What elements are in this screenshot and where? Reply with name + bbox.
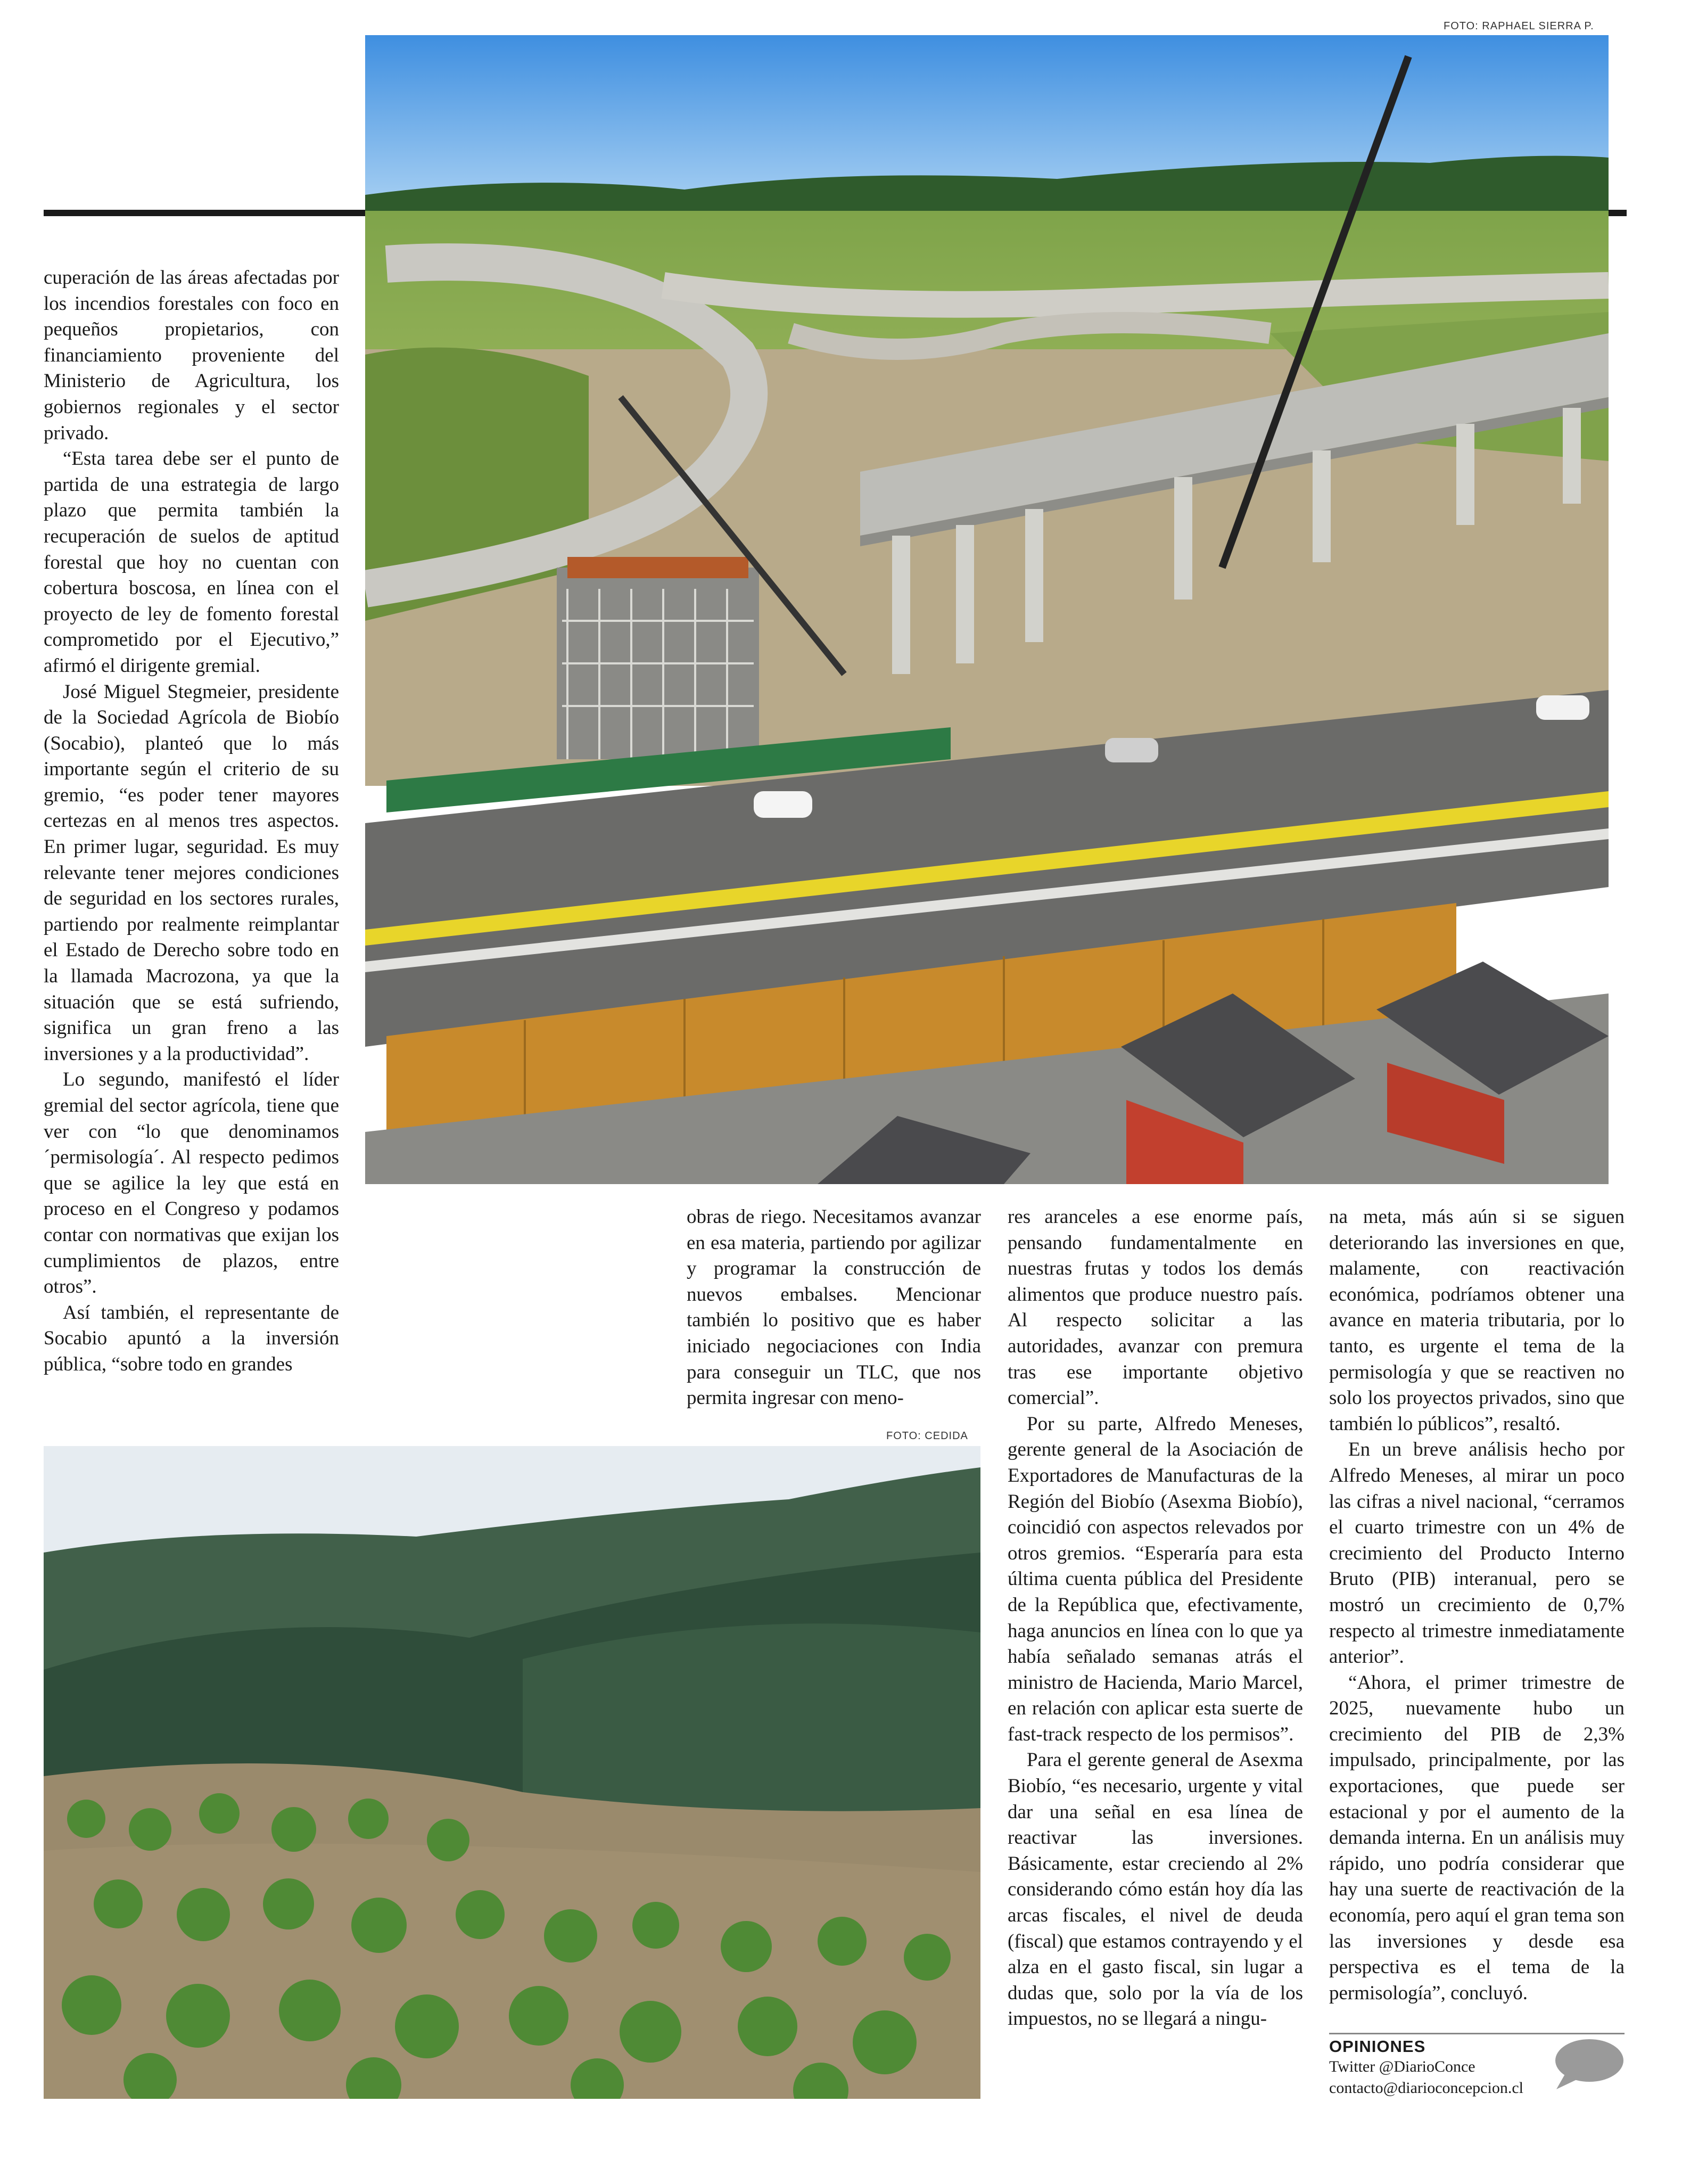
footer-rule bbox=[1329, 2033, 1625, 2034]
bottom-photo-credit: FOTO: CEDIDA bbox=[886, 1430, 968, 1442]
interchange-aerial-image bbox=[365, 35, 1609, 1184]
article-column-1 bbox=[44, 265, 339, 1378]
contact-email[interactable]: contacto@diarioconcepcion.cl bbox=[1329, 2079, 1523, 2097]
article-column-2 bbox=[687, 1204, 981, 1411]
article-column-3 bbox=[1008, 1204, 1303, 2032]
paragraph: cuperación de las áreas afectadas por los incendios forestales con foco en pequeños propietarios, con financiamiento proveniente del Ministerio de Agricultura, los gobiernos regionales y el sector privado. bbox=[44, 267, 339, 444]
footer-title: OPINIONES bbox=[1329, 2037, 1426, 2056]
article-column-4 bbox=[1329, 1204, 1625, 2006]
top-photo bbox=[365, 35, 1609, 1184]
bottom-photo bbox=[44, 1446, 980, 2099]
paragraph: obras de riego. Necesitamos avanzar en esa materia, partiendo por agilizar y programar la construcción de nuevos embalses. Mencionar también lo positivo que es haber iniciado negociaciones con India para conseguir un TLC, que nos permita ingresar con meno- bbox=[687, 1206, 981, 1409]
paragraph: res aranceles a ese enorme país, pensando fundamentalmente en nuestras frutas y todos los demás alimentos que produce nuestro país. Al respecto solicitar a las autoridades, avanzar con premura tras ese importante objetivo comercial”. bbox=[1008, 1206, 1303, 1409]
paragraph: Lo segundo, manifestó el líder gremial del sector agrícola, tiene que ver con “lo que denominamos ´permisología´. Al respecto pedimos que se agilice la ley que está en proceso en el Congreso y podamos contar con normativas que exijan los cumplimientos de plazos, entre otros”. bbox=[44, 1069, 339, 1298]
paragraph: Así también, el representante de Socabio apuntó a la inversión pública, “sobre todo en grandes bbox=[44, 1301, 339, 1375]
paragraph: En un breve análisis hecho por Alfredo Meneses, al mirar un poco las cifras a nivel nacional, “cerramos el cuarto trimestre con un 4% de crecimiento del Producto Interno Bruto (PIB) interanual, pero se mostró un crecimiento de 0,7% respecto al trimestre inmediatamente anterior”. bbox=[1329, 1439, 1625, 1668]
paragraph: na meta, más aún si se siguen deteriorando las inversiones en que, malamente, con reactivación económica, podríamos obtener una avance en materia tributaria, por lo tanto, es urgente el tema de la permisología y que se reactiven no solo los proyectos privados, sino que también lo públicos”, resaltó. bbox=[1329, 1206, 1625, 1435]
paragraph: “Esta tarea debe ser el punto de partida de una estrategia de largo plazo que permita también la recuperación de suelos de aptitud forestal que hoy no cuentan con cobertura boscosa, en línea con el proyecto de ley de fomento forestal comprometido por el Ejecutivo,” afirmó el dirigente gremial. bbox=[44, 448, 339, 677]
paragraph: “Ahora, el primer trimestre de 2025, nuevamente hubo un crecimiento del PIB de 2,3% impulsado, principalmente, por las exportaciones, que puede ser estacional y por el aumento de la demanda interna. En un análisis muy rápido, uno podría considerar que hay una suerte de reactivación de la economía, pero aquí el gran tema son las inversiones y desde esa perspectiva es el tema de la permisología”, concluyó. bbox=[1329, 1671, 1625, 2004]
paragraph: Por su parte, Alfredo Meneses, gerente general de la Asociación de Exportadores de Manufacturas de la Región del Biobío (Asexma Biobío), coincidió con aspectos relevados por otros gremios. “Esperaría para esta última cuenta pública del Presidente de la República que, efectivamente, haga anuncios en línea con lo que ya había señalado semanas atrás el ministro de Hacienda, Mario Marcel, en relación con aplicar esta suerte de fast-track respecto de los permisos”. bbox=[1008, 1413, 1303, 1745]
paragraph: José Miguel Stegmeier, presidente de la Sociedad Agrícola de Biobío (Socabio), planteó que lo más importante según el criterio de su gremio, “es poder tener mayores certezas en al menos tres aspectos. En primer lugar, seguridad. Es muy relevante tener mejores condiciones de seguridad en los sectores rurales, partiendo por realmente reimplantar el Estado de Derecho sobre todo en la llamada Macrozona, ya que la situación que se está sufriendo, significa un gran freno a las inversiones y a la productividad”. bbox=[44, 680, 339, 1065]
speech-bubble-icon bbox=[1550, 2037, 1625, 2090]
twitter-handle[interactable]: Twitter @DiarioConce bbox=[1329, 2058, 1475, 2075]
top-photo-credit: FOTO: RAPHAEL SIERRA P. bbox=[1444, 20, 1594, 32]
forest-plantation-image bbox=[44, 1446, 980, 2099]
paragraph: Para el gerente general de Asexma Biobío, “es necesario, urgente y vital dar una señal en esa línea de reactivar las inversiones. Básicamente, estar creciendo al 2% considerando cómo están hoy día las arcas fiscales, el nivel de deuda (fiscal) que estamos contrayendo y el alza en el gasto fiscal, sin lugar a dudas que, solo por la vía de los impuestos, no se llegará a ningu- bbox=[1008, 1749, 1303, 2030]
opinions-footer bbox=[1329, 2037, 1625, 2101]
